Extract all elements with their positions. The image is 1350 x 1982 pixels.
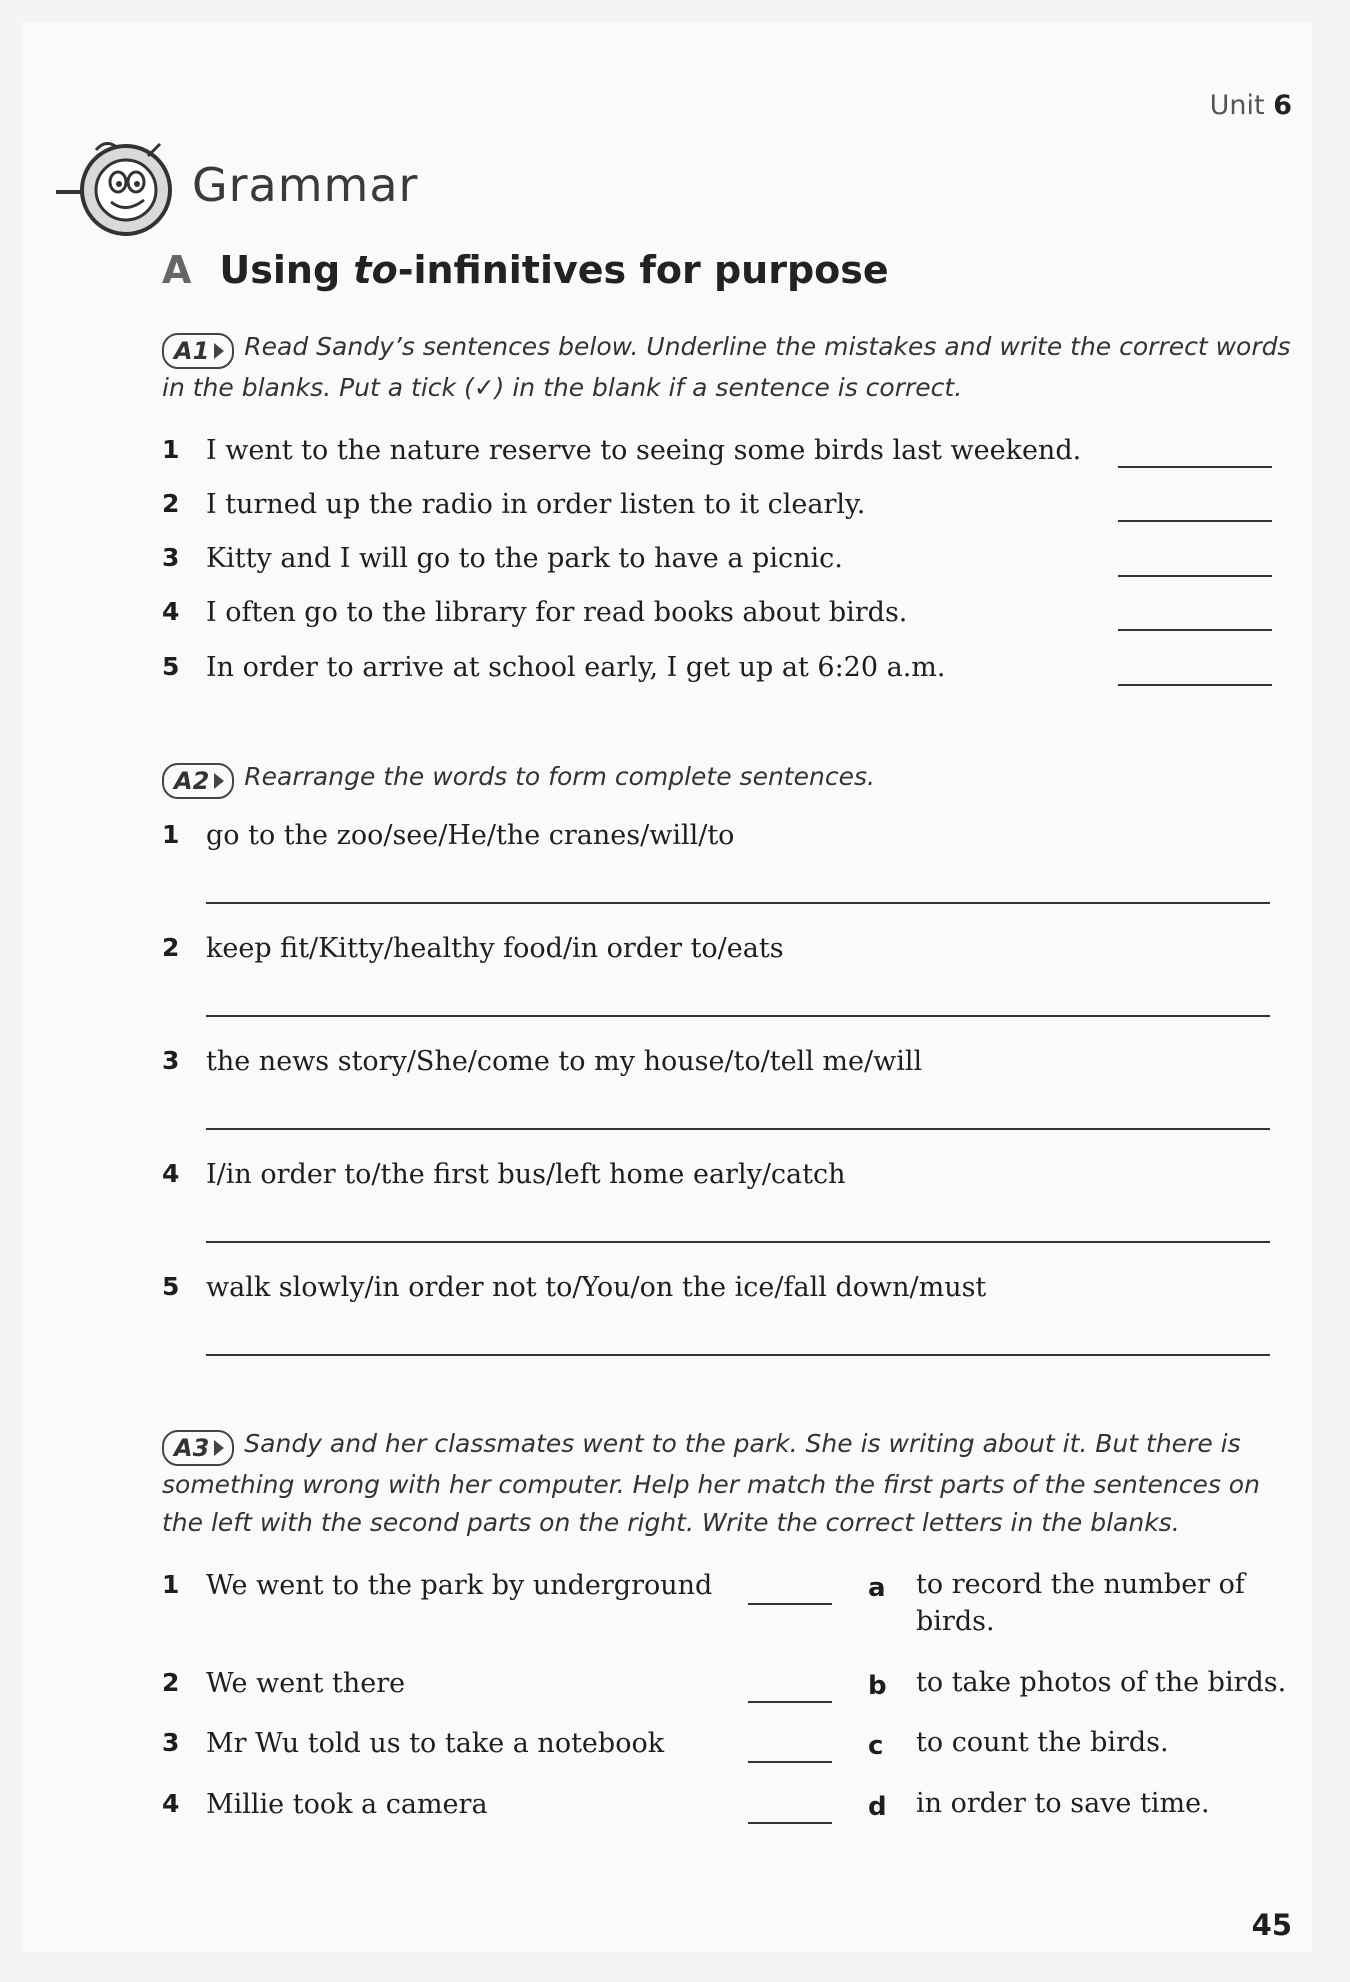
a2-answer-line[interactable]	[206, 902, 1270, 904]
a1-item-number: 2	[162, 489, 180, 518]
a3-left-number: 2	[162, 1668, 180, 1697]
a3-right-letter: c	[868, 1731, 884, 1761]
unit-number: 6	[1273, 90, 1292, 121]
a2-instruction	[162, 758, 1302, 799]
a2-item-text: keep fit/Kitty/healthy food/in order to/eats	[206, 933, 784, 964]
a1-badge	[162, 333, 234, 369]
a1-answer-blank[interactable]	[1118, 466, 1272, 468]
a3-right-text: to count the birds.	[916, 1727, 1169, 1758]
a1-item-text: I went to the nature reserve to seeing some birds last weekend.	[206, 435, 1082, 466]
a2-item-text: walk slowly/in order not to/You/on the ice/fall down/must	[206, 1272, 987, 1303]
a1-item-number: 4	[162, 597, 180, 626]
a2-answer-line[interactable]	[206, 1354, 1270, 1356]
section-title-prefix: Using	[219, 248, 354, 292]
a1-item-text: Kitty and I will go to the park to have a picnic.	[206, 543, 843, 574]
a1-instruction-text: Read Sandy’s sentences below. Underline the mistakes and write the correct words in the blanks. Put a tick (✓) in the blank if a sentence is correct.	[162, 332, 1291, 402]
a3-right-text: to take photos of the birds.	[916, 1667, 1287, 1698]
unit-label-text: Unit	[1209, 90, 1265, 121]
a3-badge-label: A3	[174, 1434, 210, 1462]
a3-left-text: We went to the park by underground	[206, 1570, 713, 1601]
section-heading	[162, 248, 889, 292]
a3-right-letter: d	[868, 1792, 887, 1822]
a2-item-number: 3	[162, 1046, 180, 1075]
a2-item-number: 1	[162, 820, 180, 849]
a3-right-letter: a	[868, 1573, 886, 1603]
a2-answer-line[interactable]	[206, 1128, 1270, 1130]
a2-item-text: the news story/She/come to my house/to/tell me/will	[206, 1046, 923, 1077]
play-triangle-icon	[214, 343, 224, 359]
a2-item-number: 2	[162, 933, 180, 962]
a3-answer-blank[interactable]	[748, 1822, 832, 1824]
play-triangle-icon	[214, 773, 224, 789]
page-number: 45	[1251, 1908, 1292, 1942]
a2-instruction-text: Rearrange the words to form complete sentences.	[244, 762, 875, 791]
a3-instruction	[162, 1425, 1302, 1542]
a3-left-text: We went there	[206, 1668, 406, 1699]
a2-item-number: 5	[162, 1272, 180, 1301]
a1-answer-blank[interactable]	[1118, 684, 1272, 686]
a1-answer-blank[interactable]	[1118, 629, 1272, 631]
a1-instruction	[162, 328, 1302, 407]
a1-answer-blank[interactable]	[1118, 520, 1272, 522]
a1-item-text: I turned up the radio in order listen to it clearly.	[206, 489, 866, 520]
unit-label	[1210, 90, 1292, 121]
a2-badge	[162, 763, 234, 799]
a3-answer-blank[interactable]	[748, 1701, 832, 1703]
a2-item-text: go to the zoo/see/He/the cranes/will/to	[206, 820, 735, 851]
a1-item-number: 5	[162, 652, 180, 681]
a3-answer-blank[interactable]	[748, 1603, 832, 1605]
a3-left-text: Millie took a camera	[206, 1789, 488, 1820]
section-letter: A	[162, 248, 192, 292]
a3-instruction-text: Sandy and her classmates went to the park. She is writing about it. But there is something wrong with her computer. Help her match the first parts of the sentences on the left with the second parts on the right. Write the correct letters in the blanks.	[162, 1429, 1260, 1537]
a3-badge	[162, 1430, 234, 1466]
a3-left-number: 4	[162, 1789, 180, 1818]
a2-badge-label: A2	[174, 767, 210, 795]
a1-item-number: 3	[162, 543, 180, 572]
a3-right-text: in order to save time.	[916, 1788, 1210, 1819]
a3-left-number: 3	[162, 1728, 180, 1757]
a1-item-number: 1	[162, 435, 180, 464]
a1-item-text: In order to arrive at school early, I get up at 6:20 a.m.	[206, 652, 946, 683]
a3-right-text: to record the number of birds.	[916, 1569, 1245, 1637]
play-triangle-icon	[214, 1440, 224, 1456]
workbook-page	[22, 22, 1312, 1952]
a1-item-text: I often go to the library for read books about birds.	[206, 597, 908, 628]
section-title-italic: to	[353, 248, 398, 292]
a3-right-letter: b	[868, 1671, 887, 1701]
a1-badge-label: A1	[174, 337, 210, 365]
a1-answer-blank[interactable]	[1118, 575, 1272, 577]
a2-item-number: 4	[162, 1159, 180, 1188]
section-title-suffix: -infinitives for purpose	[397, 248, 889, 292]
a2-answer-line[interactable]	[206, 1015, 1270, 1017]
grammar-mascot-icon	[56, 130, 186, 240]
a3-left-text: Mr Wu told us to take a notebook	[206, 1728, 665, 1759]
a3-answer-blank[interactable]	[748, 1761, 832, 1763]
a3-left-number: 1	[162, 1570, 180, 1599]
a2-item-text: I/in order to/the first bus/left home early/catch	[206, 1159, 846, 1190]
a2-answer-line[interactable]	[206, 1241, 1270, 1243]
grammar-title: Grammar	[192, 158, 419, 212]
